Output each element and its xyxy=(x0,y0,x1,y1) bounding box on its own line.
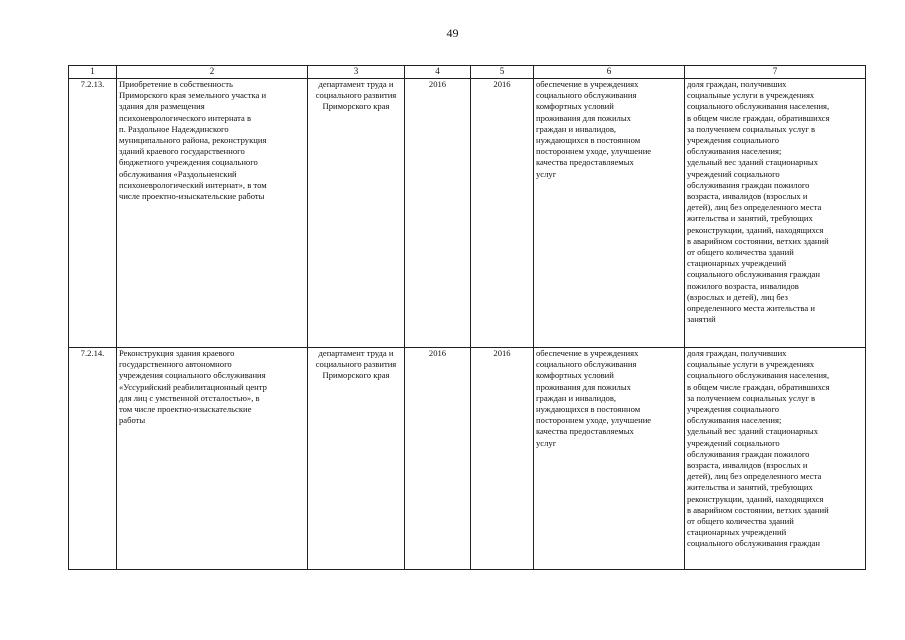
header-col-7: 7 xyxy=(685,66,866,79)
indicator-line: за получением социальных услуг в xyxy=(687,392,816,403)
indicator-line: учреждений социального xyxy=(687,437,780,448)
row-code: 7.2.14. xyxy=(80,348,105,358)
executor-line: социального развития xyxy=(315,90,397,101)
executor-cell xyxy=(308,348,405,570)
activity-name-line: «Уссурийский реабилитационный центр xyxy=(119,381,267,392)
expected-result-line: обеспечение в учреждениях xyxy=(536,348,639,358)
expected-result-line: обеспечение в учреждениях xyxy=(536,79,639,89)
expected-result-cell xyxy=(534,79,685,348)
executor-cell xyxy=(308,79,405,348)
expected-result-line: социального обслуживания xyxy=(536,90,637,101)
activity-name-cell xyxy=(117,348,308,570)
row-code: 7.2.13. xyxy=(80,79,105,89)
indicator-line: социального обслуживания граждан xyxy=(687,269,820,280)
indicator-line: жительства и занятий, требующих xyxy=(687,482,813,493)
program-activities-table xyxy=(68,65,866,570)
activity-name-line: Приобретение в собственность xyxy=(119,79,233,89)
indicator-line: в общем числе граждан, обратившихся xyxy=(687,381,830,392)
activity-name-line: государственного автономного xyxy=(119,359,232,370)
executor-line: Приморского края xyxy=(322,370,390,381)
activity-name-line: психоневрологического интерната в xyxy=(119,112,252,123)
indicator-line: в аварийном состоянии, ветхих зданий xyxy=(687,235,829,246)
indicator-line: учреждения социального xyxy=(687,404,780,415)
executor-line: Приморского края xyxy=(322,101,390,112)
indicator-line: учреждения социального xyxy=(687,135,780,146)
activity-name-line: Реконструкция здания краевого xyxy=(119,348,235,358)
end-year-cell xyxy=(471,348,534,570)
table-row xyxy=(69,348,866,570)
expected-result-line: нуждающихся в постоянном xyxy=(536,404,641,415)
expected-result-line: проживания для пожилых xyxy=(536,112,631,123)
indicator-line: обслуживания населения; xyxy=(687,415,782,426)
activity-name-line: зданий краевого государственного xyxy=(119,146,245,157)
row-code-cell xyxy=(69,79,117,348)
header-col-2: 2 xyxy=(117,66,308,79)
activity-name-line: муниципального района, реконструкция xyxy=(119,135,267,146)
expected-result-line: проживания для пожилых xyxy=(536,381,631,392)
page-number: 49 xyxy=(446,26,459,40)
activity-name-line: п. Раздольное Надеждинского xyxy=(119,123,229,134)
header-col-3: 3 xyxy=(308,66,405,79)
header-col-5: 5 xyxy=(471,66,534,79)
indicator-line: стационарных учреждений xyxy=(687,258,787,269)
expected-result-line: услуг xyxy=(536,168,557,179)
indicator-line: пожилого возраста, инвалидов xyxy=(687,280,799,291)
activity-name-line: работы xyxy=(119,415,146,426)
start-year: 2016 xyxy=(428,79,447,89)
indicator-line: обслуживания населения; xyxy=(687,146,782,157)
expected-result-line: качества предоставляемых xyxy=(536,157,634,168)
activity-name-line: здания для размещения xyxy=(119,101,205,112)
expected-result-line: качества предоставляемых xyxy=(536,426,634,437)
indicator-line: стационарных учреждений xyxy=(687,527,787,538)
activity-name-line: числе проектно-изыскательские работы xyxy=(119,191,265,202)
executor-line: социального развития xyxy=(315,359,397,370)
indicator-line: обслуживания граждан пожилого xyxy=(687,448,810,459)
indicator-line: возраста, инвалидов (взрослых и xyxy=(687,191,808,202)
activity-name-line: психоневрологический интернат», в том xyxy=(119,179,267,190)
end-year: 2016 xyxy=(493,348,511,358)
executor-line: департамент труда и xyxy=(318,79,394,89)
expected-result-line: социального обслуживания xyxy=(536,359,637,370)
activity-name-cell xyxy=(117,79,308,348)
indicator-cell xyxy=(685,79,866,348)
indicator-line: удельный вес зданий стационарных xyxy=(687,157,819,168)
expected-result-line: комфортных условий xyxy=(536,101,614,112)
indicator-line: учреждений социального xyxy=(687,168,780,179)
indicator-line: жительства и занятий, требующих xyxy=(687,213,813,224)
indicator-line: социального обслуживания населения, xyxy=(687,370,830,381)
expected-result-line: услуг xyxy=(536,437,557,448)
activity-name-line: бюджетного учреждения социального xyxy=(119,157,258,168)
expected-result-cell xyxy=(534,348,685,570)
indicator-line: удельный вес зданий стационарных xyxy=(687,426,819,437)
activity-name-line: учреждения социального обслуживания xyxy=(119,370,266,381)
indicator-line: детей), лиц без определенного места xyxy=(687,471,822,482)
header-col-6: 6 xyxy=(534,66,685,79)
executor-line: департамент труда и xyxy=(318,348,394,358)
expected-result-line: постороннем уходе, улучшение xyxy=(536,146,652,157)
indicator-cell xyxy=(685,348,866,570)
indicator-line: возраста, инвалидов (взрослых и xyxy=(687,460,808,471)
indicator-line: (взрослых и детей), лиц без xyxy=(687,291,788,302)
indicator-line: в аварийном состоянии, ветхих зданий xyxy=(687,504,829,515)
indicator-line: социальные услуги в учреждениях xyxy=(687,359,815,370)
expected-result-line: постороннем уходе, улучшение xyxy=(536,415,652,426)
end-year: 2016 xyxy=(493,79,511,89)
table-row xyxy=(69,79,866,348)
row-code-cell xyxy=(69,348,117,570)
indicator-line: за получением социальных услуг в xyxy=(687,123,816,134)
indicator-line: от общего количества зданий xyxy=(687,247,794,258)
activity-name-line: обслуживания «Раздольненский xyxy=(119,168,237,179)
indicator-line: занятий xyxy=(687,314,716,325)
indicator-line: социального обслуживания населения, xyxy=(687,101,830,112)
indicator-line: от общего количества зданий xyxy=(687,516,794,527)
expected-result-line: граждан и инвалидов, xyxy=(536,123,617,134)
header-col-4: 4 xyxy=(405,66,471,79)
start-year-cell xyxy=(405,79,471,348)
header-col-1: 1 xyxy=(69,66,117,79)
indicator-line: определенного места жительства и xyxy=(687,303,815,314)
indicator-line: в общем числе граждан, обратившихся xyxy=(687,112,830,123)
indicator-line: социального обслуживания граждан xyxy=(687,538,820,549)
indicator-line: доля граждан, получивших xyxy=(687,79,787,89)
indicator-line: доля граждан, получивших xyxy=(687,348,787,358)
activity-name-line: для лиц с умственной отсталостью», в xyxy=(119,392,260,403)
activity-name-line: том числе проектно-изыскательские xyxy=(119,404,252,415)
header-row xyxy=(69,66,866,79)
expected-result-line: нуждающихся в постоянном xyxy=(536,135,641,146)
expected-result-line: комфортных условий xyxy=(536,370,614,381)
expected-result-line: граждан и инвалидов, xyxy=(536,392,617,403)
indicator-line: реконструкции, зданий, находящихся xyxy=(687,224,824,235)
end-year-cell xyxy=(471,79,534,348)
indicator-line: социальные услуги в учреждениях xyxy=(687,90,815,101)
indicator-line: детей), лиц без определенного места xyxy=(687,202,822,213)
indicator-line: реконструкции, зданий, находящихся xyxy=(687,493,824,504)
start-year: 2016 xyxy=(428,348,447,358)
activity-name-line: Приморского края земельного участка и xyxy=(119,90,267,101)
start-year-cell xyxy=(405,348,471,570)
indicator-line: обслуживания граждан пожилого xyxy=(687,179,810,190)
